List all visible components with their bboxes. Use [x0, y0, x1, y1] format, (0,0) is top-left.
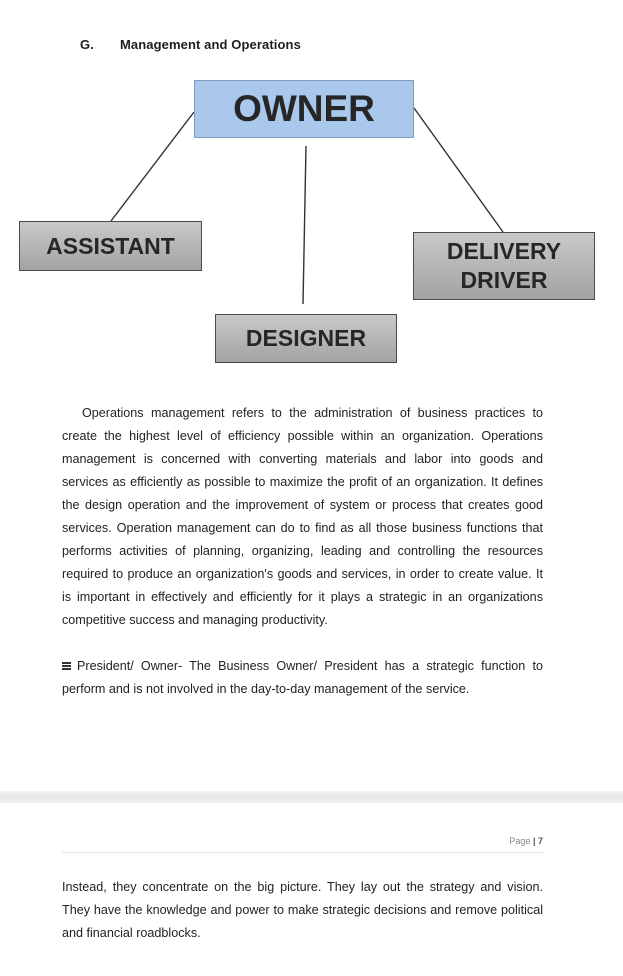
org-box-delivery-driver — [413, 232, 595, 300]
delivery-driver-line2: DRIVER — [460, 267, 548, 293]
president-owner-bullet — [62, 655, 543, 701]
org-box-designer: DESIGNER — [215, 314, 397, 363]
page-break — [0, 791, 623, 803]
section-letter: G. — [80, 37, 94, 52]
connector-owner-delivery — [414, 108, 503, 232]
operations-paragraph-text: Operations management refers to the administration of business practices to create the highest level of efficiency possible within an organization. Operations management is concerned with converting materials and labor into goods and services as efficiently as possible to maximize the profit of an organization. It defines the design operation and the improvement of system or process that creates good services. Operation management can do to find as all those business functions that performs activities of planning, organizing, leading and controlling the resources required to produce an organization's goods and services, in order to create value. It is important in effectively and efficiently for it plays a strategic in an organizations competitive success and managing productivity. — [62, 406, 543, 627]
org-box-owner: OWNER — [194, 80, 414, 138]
page-number: 7 — [537, 836, 543, 846]
section-title: Management and Operations — [120, 37, 301, 52]
president-owner-text: President/ Owner- The Business Owner/ President has a strategic function to perform and is not involved in the day-to-day management of the service. — [62, 659, 543, 696]
operations-paragraph — [62, 402, 543, 632]
org-box-assistant: ASSISTANT — [19, 221, 202, 271]
list-bullet-icon — [62, 662, 71, 670]
connector-owner-assistant — [111, 112, 194, 221]
page-footer — [62, 836, 543, 853]
continuation-paragraph: Instead, they concentrate on the big picture. They lay out the strategy and vision. They have the knowledge and power to make strategic decisions and remove political and financial roadblocks. — [62, 880, 543, 940]
connector-owner-designer — [303, 146, 306, 304]
delivery-driver-line1: DELIVERY — [446, 238, 562, 264]
page-label: Page — [509, 836, 531, 846]
page-separator: | — [532, 836, 536, 846]
